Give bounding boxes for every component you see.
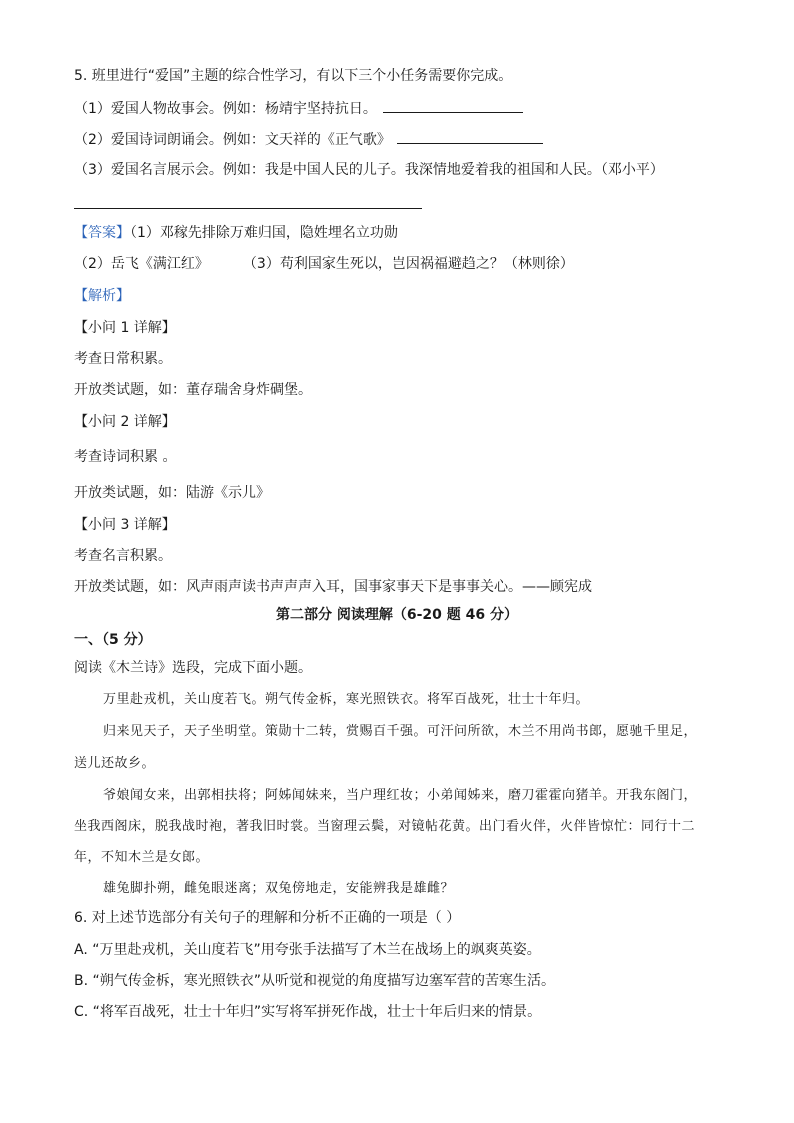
q6-option-b[interactable]: B. “朔气传金柝，寒光照铁衣”从听觉和视觉的角度描写边塞军营的苦寒生活。 [74, 973, 556, 989]
sub3-line1: 考查名言积累。 [74, 548, 172, 564]
q5-task2 [74, 129, 543, 150]
sub2-title: 【小问 2 详解】 [74, 414, 176, 430]
sub1-title: 【小问 1 详解】 [74, 320, 176, 336]
poem-para-4: 雄兔脚扑朔，雌兔眼迷离；双兔傍地走，安能辨我是雄雌？ [103, 881, 455, 896]
q5-task1-text: （1）爱国人物故事会。例如：杨靖宇坚持抗日。 [74, 101, 377, 117]
sub3-title: 【小问 3 详解】 [74, 517, 176, 533]
poem-para-3c: 年，不知木兰是女郎。 [74, 850, 210, 865]
answer-1: （1）邓稼先排除万难归国，隐姓埋名立功勋 [130, 225, 398, 241]
reading-intro: 阅读《木兰诗》选段，完成下面小题。 [74, 660, 312, 676]
poem-para-2a: 归来见天子，天子坐明堂。策勋十二转，赏赐百千强。可汗问所欲，木兰不用尚书郎，愿驰千里足， [103, 724, 698, 739]
answer-blank-2[interactable] [397, 129, 543, 144]
part2-title: 第二部分 阅读理解（6-20 题 46 分） [275, 607, 518, 623]
sub1-line2: 开放类试题，如：董存瑞舍身炸碉堡。 [74, 382, 312, 398]
q6-stem: 6. 对上述节选部分有关句子的理解和分析不正确的一项是（ ） [74, 910, 461, 926]
answer-line-2 [74, 254, 574, 274]
answer-blank-1[interactable] [383, 98, 523, 113]
analysis-tag: 【解析】 [74, 288, 130, 304]
sub2-line2: 开放类试题，如：陆游《示儿》 [74, 485, 270, 501]
poem-para-3a: 爷娘闻女来，出郭相扶将；阿姊闻妹来，当户理红妆；小弟闻姊来，磨刀霍霍向猪羊。开我东阁门， [103, 788, 698, 803]
poem-para-3b: 坐我西阁床，脱我战时袍，著我旧时裳。当窗理云鬓，对镜帖花黄。出门看火伴，火伴皆惊忙：同行十二 [74, 819, 696, 834]
answer-blank-3[interactable] [74, 208, 422, 209]
q6-option-a[interactable]: A. “万里赴戎机，关山度若飞”用夸张手法描写了木兰在战场上的飒爽英姿。 [74, 942, 541, 958]
q5-stem: 5. 班里进行“爱国”主题的综合性学习，有以下三个小任务需要你完成。 [74, 68, 513, 84]
answer-2: （2）岳飞《满江红》 [74, 256, 209, 272]
section1-heading: 一、（5 分） [74, 632, 152, 648]
poem-para-1: 万里赴戎机，关山度若飞。朔气传金柝，寒光照铁衣。将军百战死，壮士十年归。 [103, 692, 590, 707]
answer-3: （3）苟利国家生死以，岂因祸福避趋之？（林则徐） [242, 256, 574, 272]
q5-task2-text: （2）爱国诗词朗诵会。例如：文天祥的《正气歌》 [74, 132, 391, 148]
q6-option-c[interactable]: C. “将军百战死，壮士十年归”实写将军拼死作战，壮士十年后归来的情景。 [74, 1004, 542, 1020]
sub1-line1: 考查日常积累。 [74, 351, 172, 367]
q5-task1 [74, 98, 523, 119]
answer-tag: 【答案】 [74, 225, 130, 241]
poem-para-2b: 送儿还故乡。 [74, 756, 156, 771]
answer-line-1 [74, 223, 398, 243]
q5-task3: （3）爱国名言展示会。例如：我是中国人民的儿子。我深情地爱着我的祖国和人民。（邓小平） [74, 162, 664, 178]
sub2-line1: 考查诗词积累 。 [74, 449, 177, 465]
sub3-line2: 开放类试题，如：风声雨声读书声声声入耳，国事家事天下是事事关心。——顾宪成 [74, 579, 592, 595]
